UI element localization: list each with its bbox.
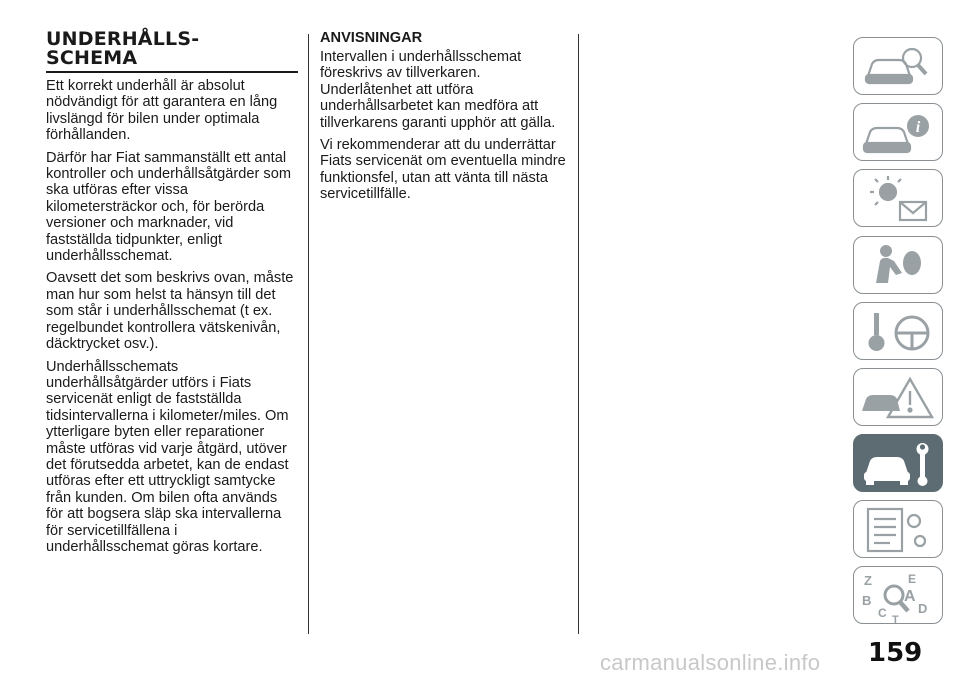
section-heading (46, 30, 298, 73)
alphabetical-index-icon (854, 567, 944, 625)
subheading: ANVISNINGAR (320, 30, 423, 46)
left-column (46, 30, 298, 561)
paragraph: Underhållsschemats underhållsåtgärder utförs i Fiats servicenät enligt de fastställda tidsintervallerna i kilometer/miles. Om ytterligare byten eller reparationer måste utföras vid varje åtgärd, utöver det förutsedda arbetet, kan de endast utföras efter ett uttryckligt samtycke från kunden. Om bilen ofta används för att bogsera släp ska intervallerna för servicetillfällena i underhållsschemat göras kortare. (46, 358, 289, 555)
car-wrench-icon (854, 435, 944, 493)
chapter-tab-safety[interactable] (853, 236, 943, 294)
paragraph: Intervallen i underhållsschemat föreskrivs av tillverkaren. Underlåtenhet att utföra underhållsarbetet kan medföra att tillverkarens garanti upphör att gälla. (320, 49, 556, 131)
column-divider (308, 34, 309, 634)
index-letter: A (904, 588, 916, 605)
right-column (320, 30, 570, 209)
chapter-tab-emergency[interactable] (853, 368, 943, 426)
index-letter: Z (864, 573, 872, 588)
key-steering-wheel-icon (854, 303, 944, 361)
heading-line-1: UNDERHÅLLS- (46, 28, 200, 50)
chapter-tab-dashboard[interactable] (853, 37, 943, 95)
index-letter: B (862, 593, 872, 608)
seatbelt-airbag-icon (854, 237, 944, 295)
car-magnifier-icon (854, 38, 944, 96)
page-number: 159 (868, 638, 923, 668)
car-info-icon (854, 104, 944, 162)
paragraph: Oavsett det som beskrivs ovan, måste man hur som helst ta hänsyn till det som står i underhållsschemat (t ex. regelbundet kontrollera vätskenivån, däcktrycket osv.). (46, 270, 294, 353)
watermark: carmanualsonline.info (600, 650, 821, 675)
column-divider (578, 34, 579, 634)
chapter-tab-warning-lights[interactable] (853, 169, 943, 227)
heading-line-2: SCHEMA (46, 47, 138, 69)
index-letter: T (892, 614, 899, 625)
index-letter: D (918, 601, 928, 616)
index-letter: C (878, 606, 887, 620)
chapter-tab-technical-data[interactable] (853, 500, 943, 558)
svg-text:i: i (915, 119, 921, 136)
warning-light-message-icon (854, 170, 944, 228)
chapter-tab-index[interactable] (853, 566, 943, 624)
index-letter: E (908, 572, 917, 586)
chapter-tab-starting-driving[interactable] (853, 302, 943, 360)
paragraph: Ett korrekt underhåll är absolut nödvändigt för att garantera en lång livslängd för bilen under optimala förhållanden. (46, 78, 278, 144)
car-breakdown-warning-icon (854, 369, 944, 427)
chapter-tab-maintenance[interactable] (853, 434, 943, 492)
chapter-tab-getting-to-know[interactable] (853, 103, 943, 161)
paragraph: Vi rekommenderar att du underrättar Fiats servicenät om eventuella mindre funktionsfel, utan att vänta till nästa servicetillfälle. (320, 137, 566, 203)
paragraph: Därför har Fiat sammanställt ett antal kontroller och underhållsåtgärder som ska utföras efter vissa kilometersträckor och, för berörda versioner och marknader, vid fastställda tidpunkter, enligt underhållsschemat. (46, 149, 291, 265)
spec-sheet-gears-icon (854, 501, 944, 559)
